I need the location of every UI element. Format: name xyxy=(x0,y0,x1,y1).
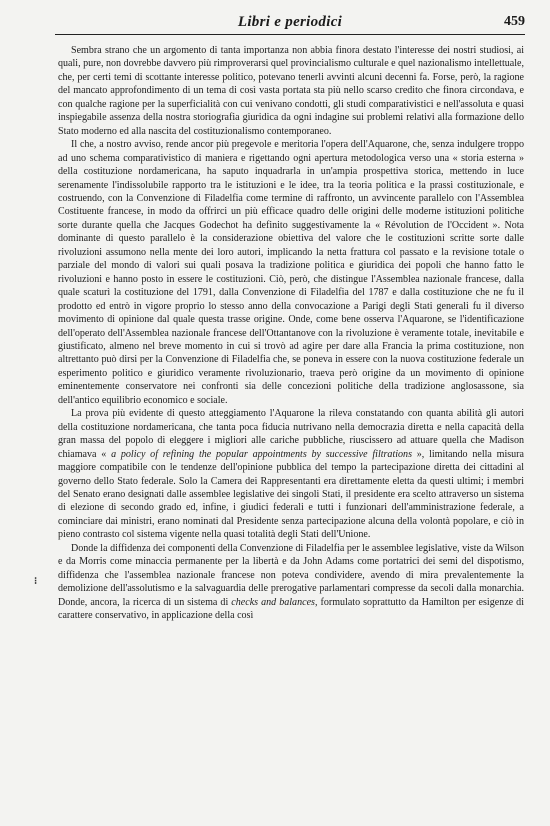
article-body xyxy=(58,44,524,622)
paragraph-4-text-b: , formulato soprattutto da Hamilton per esigenze di carattere conservativo, in applicazione della così xyxy=(58,596,524,622)
paragraph-3 xyxy=(58,407,524,542)
paragraph-1: Sembra strano che un argomento di tanta importanza non abbia finora destato l'interesse dei nostri studiosi, ai quali, pure, non dovrebbe davvero più rimproverarsi quel provincialismo culturale e quel nazionalismo intellettuale, che, per certi temi di scottante interesse politico, potevano tenerli avvinti alcuni decenni fa. Forse, però, la ragione del mancato approfondimento di un tema di così vasta portata sta più nello scarso credito che finora circondava, e con qualche ragione per la superficialità con cui venivano condotti, gli studi comparativistici e nell'assoluta e quasi inspiegabile assenza della nostra storiografia giuridica da ogni indagine sui problemi relativi alla formazione dello Stato moderno ed alla nascita del costituzionalismo contemporaneo. xyxy=(58,45,524,137)
paragraph-3-text-b: », limitando nella misura maggiore compatibile con le tendenze dell'opinione pubblica del tempo la partecipazione diretta dei cittadini al governo dello Stato federale. Solo la Camera dei Rappresentanti era direttamente eletta da questi ultimi; i membri del Senato erano designati dalle assemblee legislative dei singoli Stati, il presidente era scelto attraverso un sistema di elezione di secondo grado ed, infine, i giudici federali e tutti i funzionari dell'amministrazione federale, a cominciare dai ministri, erano nominati dal Presidente senza partecipazione alcuna della volontà popolare, e ciò in pieno contrasto col sistema vigente nella quasi totalità degli Stati dell'Unione. xyxy=(58,448,524,541)
running-title: Libri e periodici xyxy=(237,14,343,30)
page-number: 459 xyxy=(504,14,525,29)
paragraph-4-term-italic: checks and balances xyxy=(231,596,315,608)
margin-mark: ⁝ xyxy=(34,576,38,587)
paragraph-2: Il che, a nostro avviso, rende ancor più pregevole e meritoria l'opera dell'Aquarone, che, senza indulgere troppo ad uno schema comparativistico di maniera e rigettando ogni apertura metodologica verso una « storia esterna » della costituzione nordamericana, ha saputo inquadrarla in un'ampia prospettiva storica, mettendo in luce serenamente l'indissolubile rapporto tra le istituzioni e le idee, tra la teoria politica e la prassi costituzionale, e costruendo, con la Convenzione di Filadelfia come termine di raffronto, un avvincente parallelo con l'Assemblea Costituente francese, in modo da offrirci un più efficace quadro delle origini delle moderne istituzioni politiche sorte durante quella che Jacques Godechot ha definito suggestivamente la « Révolution de l'Occident ». Nota dominante di questo parallelo è la considerazione obiettiva del valore che le costituzioni scritte sorte dalle rivoluzioni assumono nella mente dei loro autori, implicando la netta frattura col passato e la revisione totale o parziale del mondo di valori sui quali posava la tradizione politica e giuridica dei popoli che hanno fatto le rivoluzioni e hanno posto in essere le costituzioni. Ciò, però, che distingue l'Assemblea nazionale francese, dalla quale scaturì la costituzione del 1791, dalla Convenzione di Filadelfia del 1787 e dalla costituzione che ne fu il prodotto ed entrò in vigore proprio lo stesso anno della convocazione a Parigi degli Stati generali fu il diverso movimento di opinione dal quale questa trasse origine. Onde, come bene osserva l'Aquarone, se l'identificazione dell'operato dell'Assemblea nazionale francese dell'Ottantanove con la rivoluzione è veramente totale, inevitabile e giustificato, almeno nel breve momento in cui si trovò ad agire per dare alla Francia la prima costituzione, non altrettanto può dirsi per la Convenzione di Filadelfia che, se poneva in essere con la nuova costituzione federale un esperimento politico e giuridico veramente rivoluzionario, traeva però origine da un movimento di opinione eminentemente conservatore nei confronti sia delle concezioni politiche della tradizione anglosassone, sia dell'antico equilibrio economico e sociale. xyxy=(58,139,524,406)
paragraph-3-quote-italic: a policy of refining the popular appointments by successive filtrations xyxy=(111,448,412,460)
paragraph-3-text-a: La prova più evidente di questo atteggiamento l'Aquarone la rileva constatando con quanta abilità gli autori della costituzione nordamericana, che tanta poca fiducia nutrivano nella democrazia diretta e nella capacità della gran massa del popolo di eleggere i migliori alle cariche pubbliche, riuscissero ad attuare quella che Madison chiamava « xyxy=(58,408,524,460)
paragraph-4 xyxy=(58,542,524,623)
paragraph-4-text-a: Donde la diffidenza dei componenti della Convenzione di Filadelfia per le assemblee legislative, viste da Wilson e da Morris come minaccia permanente per la libertà e da John Adams come portatrici dei semi del dispotismo, diffidenza che l'assemblea nazionale francese non poteva condividere, avendo di mira prevalentemente la demolizione dell'assolutismo e la salvaguardia delle prerogative parlamentari compresse da secoli dalla monarchia. Donde, ancora, la ricerca di un sistema di xyxy=(58,542,524,608)
running-header xyxy=(55,12,525,35)
